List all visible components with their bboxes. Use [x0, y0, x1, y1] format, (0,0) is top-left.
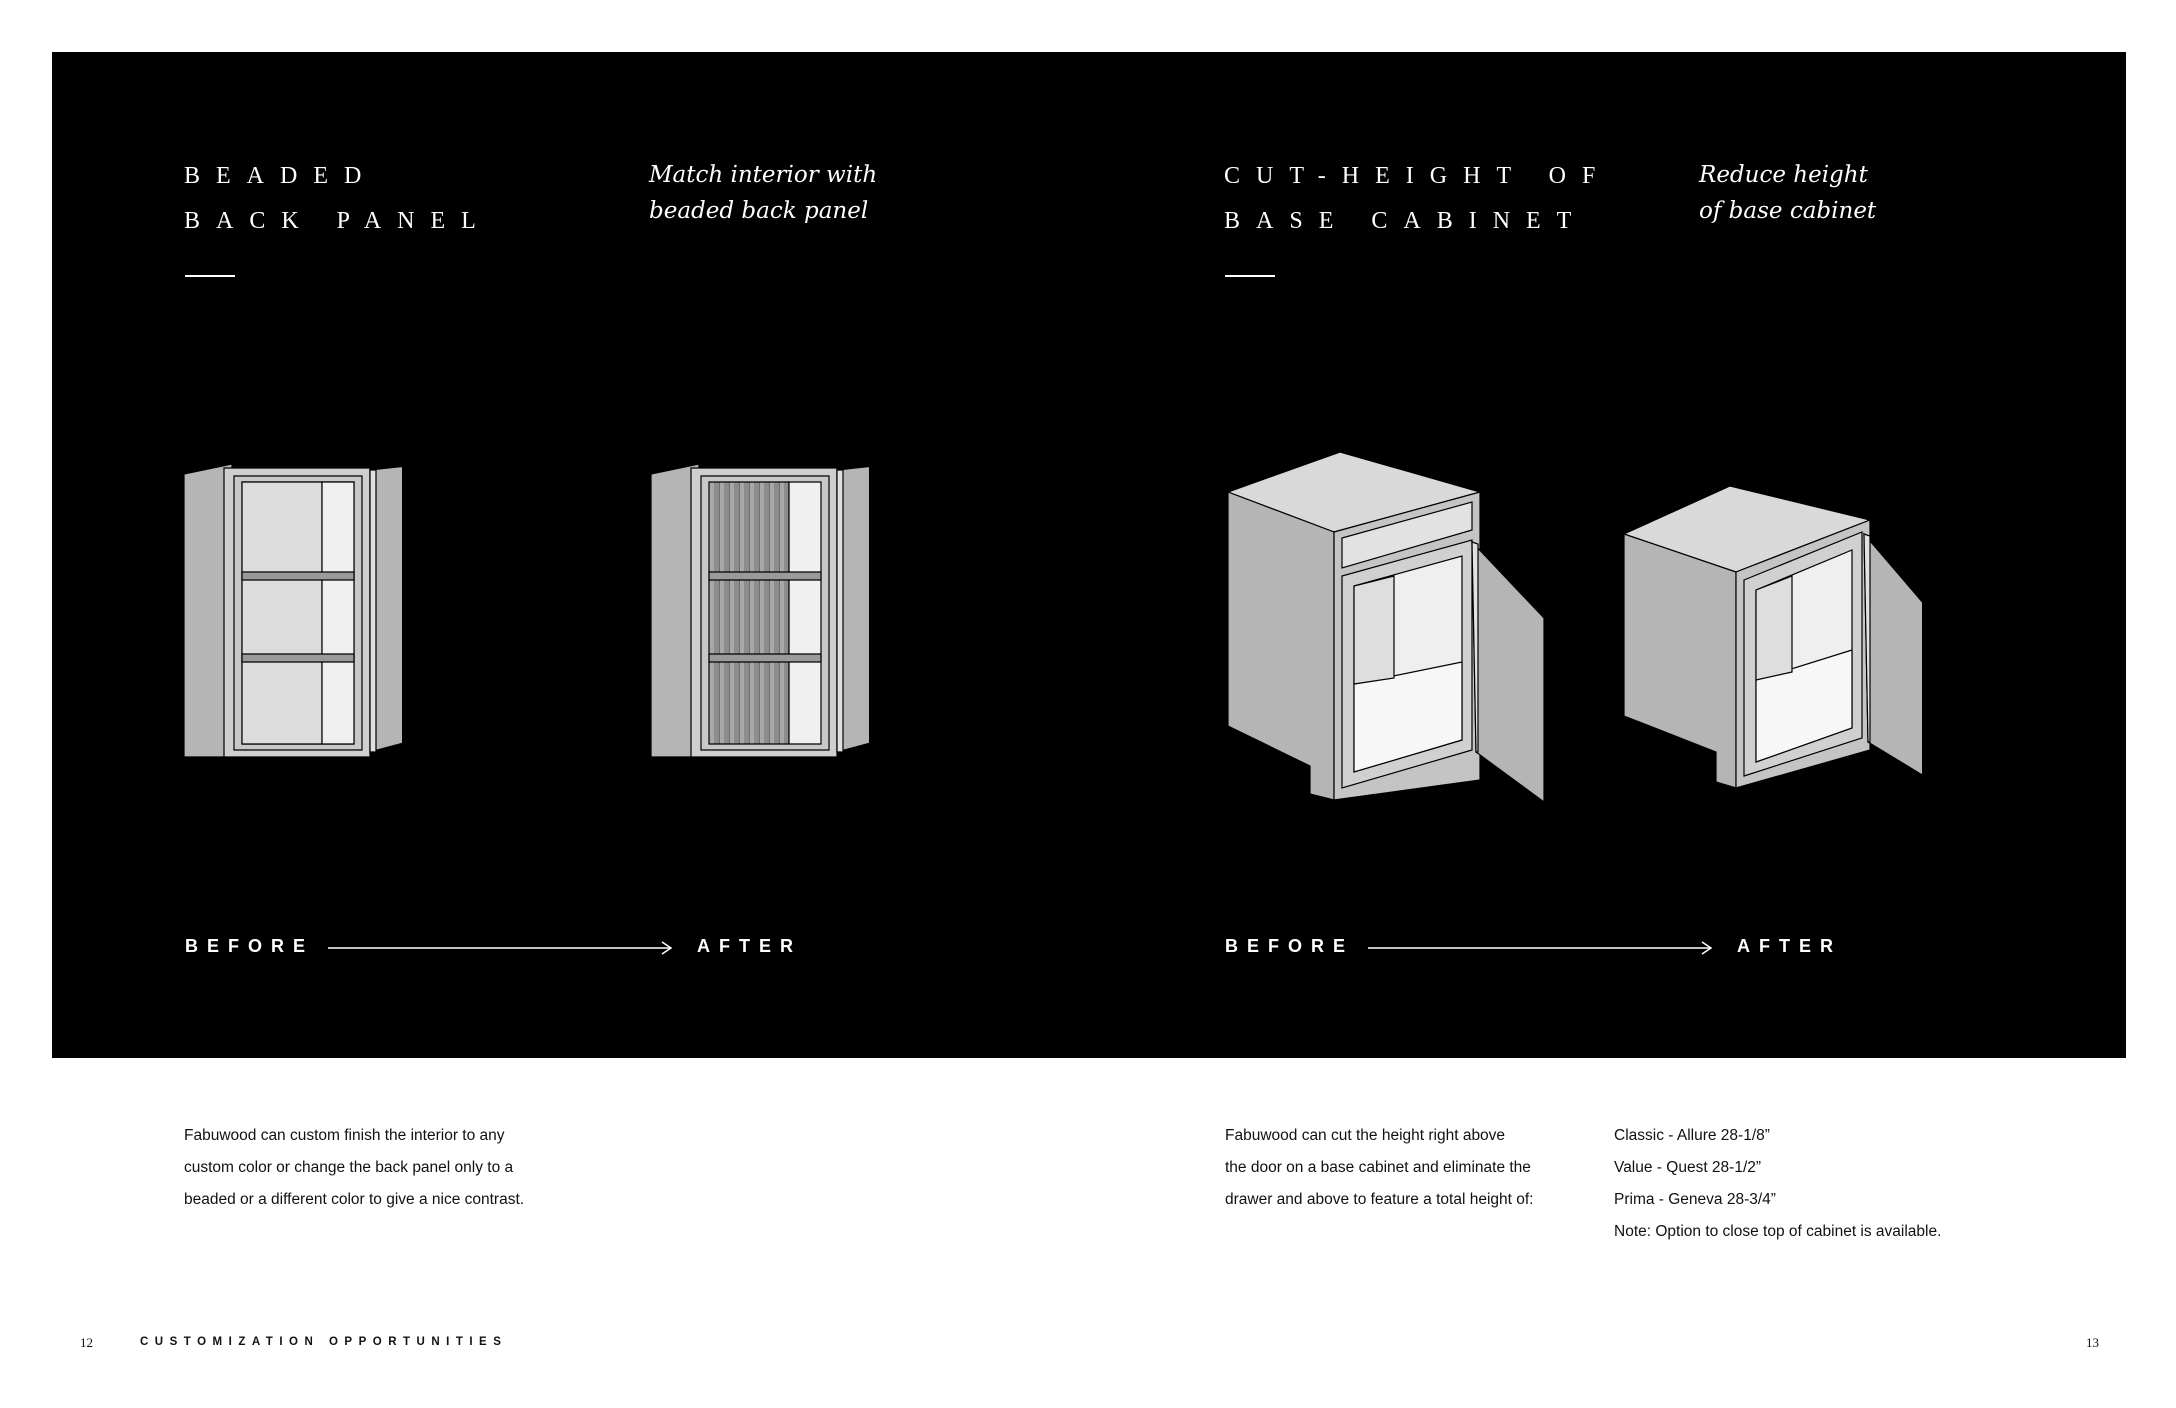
right-section-title — [1224, 154, 1611, 244]
feature-panel — [52, 52, 2126, 1058]
left-section-subtitle — [649, 157, 877, 229]
title-line: BEADED — [184, 163, 378, 189]
right-after-label: AFTER — [1737, 936, 1842, 956]
title-line: BASE CABINET — [1224, 208, 1588, 234]
spec-line: Classic - Allure 28-1/8” — [1614, 1127, 1770, 1144]
right-before-label: BEFORE — [1225, 936, 1355, 956]
spec-line: Note: Option to close top of cabinet is available. — [1614, 1223, 1942, 1240]
subtitle-line: beaded back panel — [649, 198, 869, 224]
wall-cabinet-after-illustration — [649, 462, 869, 762]
right-section-subtitle — [1699, 157, 1876, 229]
subtitle-line: of base cabinet — [1699, 198, 1877, 224]
spec-line: Value - Quest 28-1/2” — [1614, 1159, 1762, 1176]
section-footer-label: CUSTOMIZATION OPPORTUNITIES — [140, 1336, 508, 1348]
title-underline — [1225, 275, 1275, 277]
base-cabinet-after-illustration — [1622, 480, 1922, 820]
left-after-label: AFTER — [697, 936, 802, 956]
spec-line: Prima - Geneva 28-3/4” — [1614, 1191, 1776, 1208]
title-line: CUT-HEIGHT OF — [1224, 163, 1612, 189]
description-line: drawer and above to feature a total height of: — [1225, 1191, 1534, 1208]
left-arrow-icon — [328, 940, 678, 956]
description-line: Fabuwood can custom finish the interior to any — [184, 1127, 505, 1144]
right-arrow-icon — [1368, 940, 1718, 956]
height-spec-list — [1614, 1120, 1941, 1248]
right-description — [1225, 1120, 1534, 1216]
subtitle-line: Match interior with — [649, 162, 878, 188]
description-line: Fabuwood can cut the height right above — [1225, 1127, 1506, 1144]
base-cabinet-before-illustration — [1224, 450, 1564, 810]
subtitle-line: Reduce height — [1699, 162, 1868, 188]
right-page-number: 13 — [2086, 1335, 2099, 1350]
wall-cabinet-before-illustration — [182, 462, 402, 762]
left-section-title — [184, 154, 492, 244]
left-before-label: BEFORE — [185, 936, 315, 956]
description-line: beaded or a different color to give a nice contrast. — [184, 1191, 525, 1208]
description-line: custom color or change the back panel only to a — [184, 1159, 514, 1176]
left-description — [184, 1120, 524, 1216]
description-line: the door on a base cabinet and eliminate the — [1225, 1159, 1531, 1176]
left-page-number: 12 — [80, 1335, 93, 1350]
title-line: BACK PANEL — [184, 208, 492, 234]
title-underline — [185, 275, 235, 277]
